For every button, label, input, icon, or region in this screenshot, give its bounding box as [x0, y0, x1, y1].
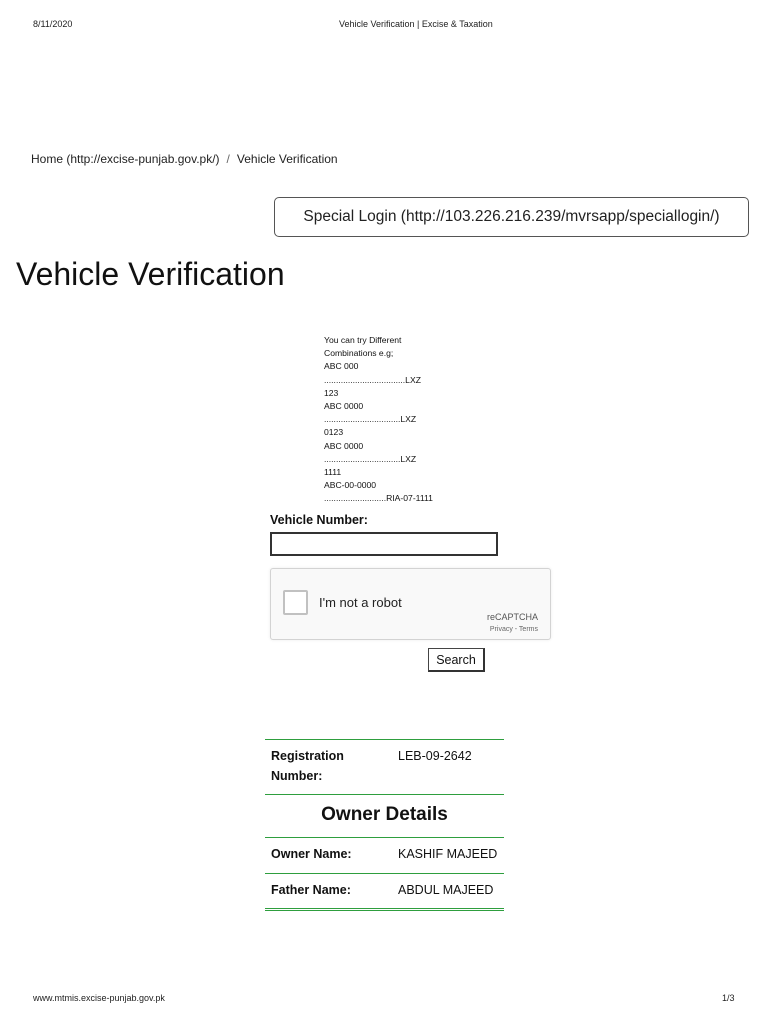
search-button[interactable]: Search: [428, 648, 485, 672]
hint-line: ABC 0000: [324, 401, 364, 412]
table-row: [265, 739, 504, 794]
hint-line: You can try Different: [324, 335, 402, 345]
vehicle-number-label: Vehicle Number:: [270, 513, 368, 527]
format-hint: [324, 334, 464, 506]
results-table: [265, 739, 504, 911]
breadcrumb-separator: /: [226, 152, 230, 166]
registration-number-label: Registration Number:: [271, 749, 344, 783]
registration-number-value: LEB-09-2642: [398, 749, 472, 763]
recaptcha-checkbox[interactable]: [283, 590, 308, 615]
hint-line: 0123: [324, 427, 344, 438]
recaptcha-brand: reCAPTCHA: [486, 612, 538, 622]
hint-line: ABC 0000: [324, 440, 364, 451]
special-login-button[interactable]: Special Login (http://103.226.216.239/mvrsapp/speciallogin/): [274, 197, 749, 237]
page-title: Vehicle Verification: [16, 256, 285, 292]
print-footer-url: www.mtmis.excise-punjab.gov.pk: [33, 993, 165, 1003]
hint-line: ..................................LXZ: [324, 374, 421, 385]
hint-line: 123: [324, 387, 339, 398]
print-date: 8/11/2020: [33, 19, 73, 29]
owner-name-value: KASHIF MAJEED: [398, 847, 498, 861]
table-row: [265, 873, 504, 909]
hint-line: ................................LXZ: [324, 414, 417, 425]
table-bottom-divider: [265, 908, 504, 911]
hint-line: Combinations e.g;: [324, 348, 394, 359]
recaptcha-widget: [270, 568, 551, 640]
hint-line: ................................LXZ: [324, 453, 417, 464]
vehicle-number-input[interactable]: [270, 532, 498, 556]
breadcrumb-current: Vehicle Verification: [236, 152, 338, 166]
recaptcha-privacy-terms-links[interactable]: Privacy - Terms: [489, 626, 538, 633]
print-page-number: 1/3: [722, 993, 735, 1003]
father-name-value: ABDUL MAJEED: [398, 882, 494, 897]
print-page-title: Vehicle Verification | Excise & Taxation: [339, 19, 493, 29]
hint-line: ABC-00-0000: [324, 480, 377, 491]
owner-name-label: Owner Name:: [271, 847, 352, 861]
father-name-label: Father Name:: [271, 882, 351, 897]
hint-line: ..........................RIA-07-1111: [324, 493, 433, 504]
table-row: [265, 837, 504, 873]
recaptcha-label: I'm not a robot: [319, 595, 402, 610]
breadcrumb-home-link[interactable]: Home (http://excise-punjab.gov.pk/): [31, 152, 220, 166]
breadcrumb: [31, 152, 338, 166]
hint-line: ABC 000: [324, 361, 359, 372]
owner-details-heading: Owner Details: [265, 794, 504, 837]
hint-line: 1111: [324, 467, 342, 478]
